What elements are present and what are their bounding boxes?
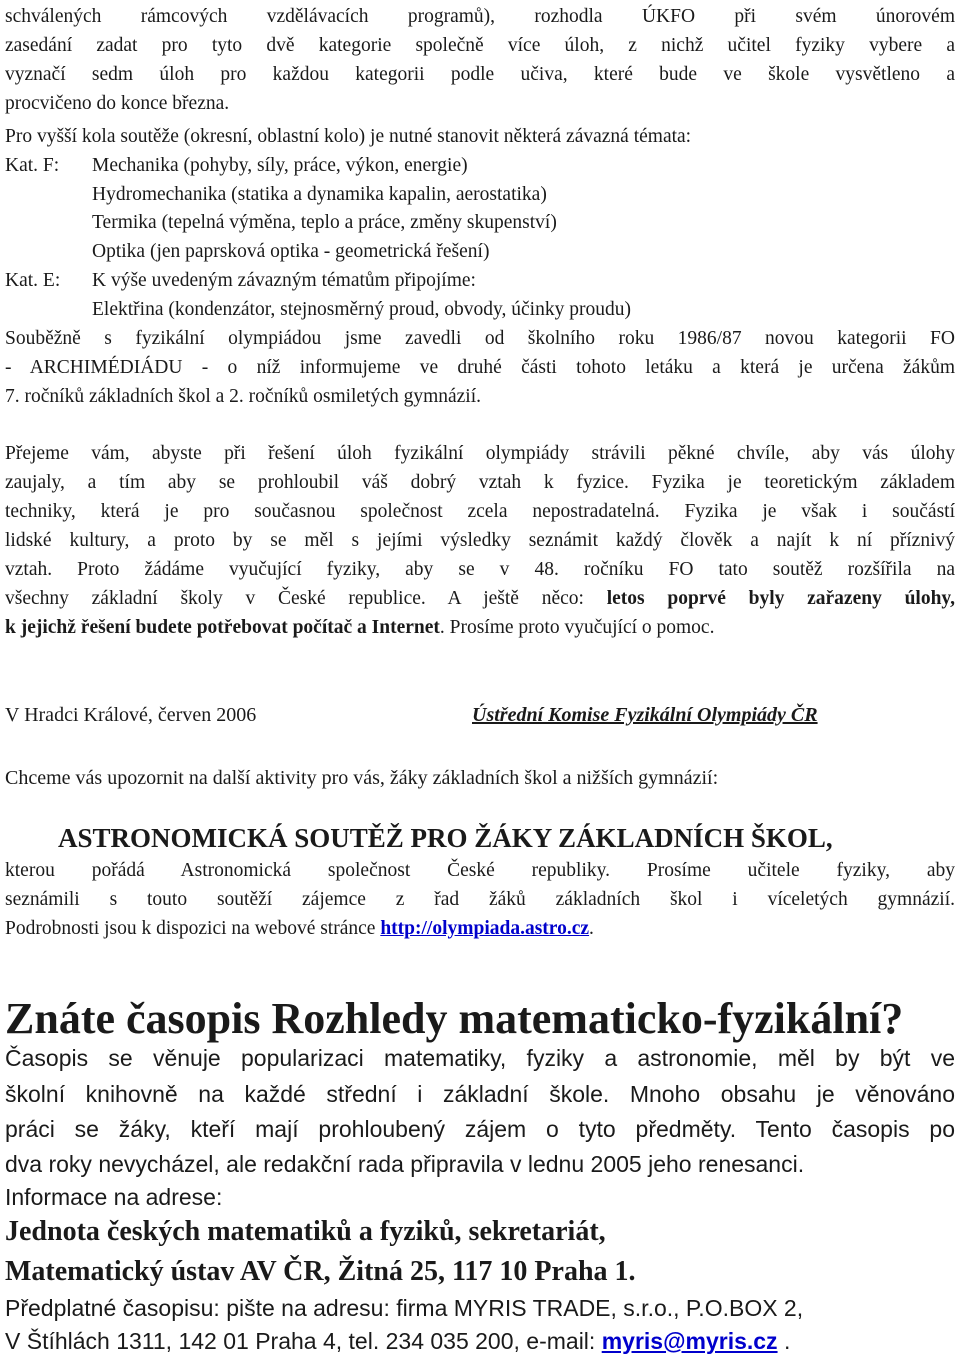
subscription-line-2 xyxy=(5,1327,955,1356)
journal-line-1: Časopis se věnuje popularizaci matematiky, fyziky a astronomie, měl by být ve xyxy=(5,1045,955,1071)
archimedes-line-1: Souběžně s fyzikální olympiádou jsme zavedli od školního roku 1986/87 novou kategorii FO xyxy=(5,328,955,349)
wish-line-7-bold: k jejichž řešení budete potřebovat počítač a Internet xyxy=(5,617,440,638)
wish-line-7-text: . Prosíme proto vyučující o pomoc. xyxy=(439,617,715,638)
intro-line-4: procvičeno do konce března. xyxy=(5,93,230,114)
journal-line-2: školní knihovně na každé střední i základní škole. Mnoho obsahu je věnováno xyxy=(5,1081,955,1107)
wish-line-4: lidské kultury, a proto by se měl s jejími výsledky seznámit každý člověk a najít k ní příznivý xyxy=(5,530,955,551)
kat-e-topic-2: Elektřina (kondenzátor, stejnosměrný proud, obvody, účinky proudu) xyxy=(92,299,631,320)
kat-e-topic-1: K výše uvedeným závazným tématům připojíme: xyxy=(92,270,476,291)
kat-f-topic-4: Optika (jen paprsková optika - geometrická řešení) xyxy=(92,241,490,262)
wish-line-3: techniky, která je pro současnou společnost zcela nepostradatelná. Fyzika je však i součástí xyxy=(5,501,955,522)
intro-line-3: vyznačí sedm úloh pro každou kategorii podle učiva, které bude ve škole vysvětleno a xyxy=(5,64,955,85)
astro-line-3-end: . xyxy=(589,918,594,939)
notice-line: Chceme vás upozornit na další aktivity pro vás, žáky základních škol a nižších gymnázií: xyxy=(5,767,719,789)
archimedes-line-2: - ARCHIMÉDIÁDU - o níž informujeme ve druhé části tohoto letáku a která je určena žákům xyxy=(5,357,955,378)
subscription-line-2-end: . xyxy=(777,1328,791,1354)
address-line-1: Jednota českých matematiků a fyziků, sekretariát, xyxy=(5,1216,606,1247)
journal-line-3: práci se žáky, kteří mají prohloubený zájem o tyto předměty. Tento časopis po xyxy=(5,1116,955,1142)
intro-line-2: zasedání zadat pro tyto dvě kategorie společně více úloh, z nichž učitel fyziky vybere a xyxy=(5,35,955,56)
astro-line-1: kterou pořádá Astronomická společnost České republiky. Prosíme učitele fyziky, aby xyxy=(5,860,955,881)
kat-f-topic-3: Termika (tepelná výměna, teplo a práce, změny skupenství) xyxy=(92,212,557,233)
journal-line-4: dva roky nevycházel, ale redakční rada připravila v lednu 2005 jeho renesanci. xyxy=(5,1151,805,1177)
wish-line-6-text: všechny základní školy v České republice. A ještě něco: xyxy=(5,588,607,609)
archimedes-line-3: 7. ročníků základních škol a 2. ročníků osmiletých gymnázií. xyxy=(5,386,482,407)
wish-line-5: vztah. Proto žádáme vyučující fyziky, aby se v 48. ročníku FO tato soutěž rozšířila na xyxy=(5,559,955,580)
wish-line-7 xyxy=(5,615,955,641)
astro-line-3-text: Podrobnosti jsou k dispozici na webové stránce xyxy=(5,918,381,939)
subscription-line-1: Předplatné časopisu: pište na adresu: firma MYRIS TRADE, s.r.o., P.O.BOX 2, xyxy=(5,1295,804,1321)
journal-line-5: Informace na adrese: xyxy=(5,1184,223,1210)
astro-line-2: seznámili s touto soutěží zájemce z řad žáků základních škol i víceletých gymnázií. xyxy=(5,889,955,910)
wish-line-6-bold: letos poprvé byly zařazeny úlohy, xyxy=(606,588,955,609)
kat-f-topic-2: Hydromechanika (statika a dynamika kapalin, aerostatika) xyxy=(92,184,547,205)
kat-f-label: Kat. F: xyxy=(5,155,60,176)
place-date: V Hradci Králové, červen 2006 xyxy=(5,704,257,726)
kat-e-row xyxy=(5,268,955,294)
subscription-line-2-text: V Štíhlách 1311, 142 01 Praha 4, tel. 234 035 200, e-mail: xyxy=(5,1328,602,1354)
address-line-2: Matematický ústav AV ČR, Žitná 25, 117 10 Praha 1. xyxy=(5,1256,636,1287)
intro-line-5: Pro vyšší kola soutěže (okresní, oblastní kolo) je nutné stanovit některá závazná témata: xyxy=(5,126,692,147)
wish-line-6 xyxy=(5,586,955,612)
wish-line-2: zaujaly, a tím aby se prohloubil váš dobrý vztah k fyzice. Fyzika je teoretickým základem xyxy=(5,472,955,493)
astro-line-3 xyxy=(5,916,955,942)
intro-line-1: schválených rámcových vzdělávacích programů), rozhodla ÚKFO při svém únorovém xyxy=(5,6,955,27)
wish-line-1: Přejeme vám, abyste při řešení úloh fyzikální olympiády strávili pěkné chvíle, aby vás úlohy xyxy=(5,443,955,464)
email-link[interactable]: myris@myris.cz xyxy=(601,1328,778,1354)
kat-e-label: Kat. E: xyxy=(5,270,61,291)
journal-heading: Znáte časopis Rozhledy matematicko-fyzikální? xyxy=(5,994,904,1043)
kat-f-row xyxy=(5,153,955,179)
committee-signature: Ústřední Komise Fyzikální Olympiády ČR xyxy=(472,704,818,726)
astro-heading: ASTRONOMICKÁ SOUTĚŽ PRO ŽÁKY ZÁKLADNÍCH ŠKOL, xyxy=(58,823,833,853)
kat-f-topic-1: Mechanika (pohyby, síly, práce, výkon, energie) xyxy=(92,155,468,176)
astro-website-link[interactable]: http://olympiada.astro.cz xyxy=(380,918,590,939)
